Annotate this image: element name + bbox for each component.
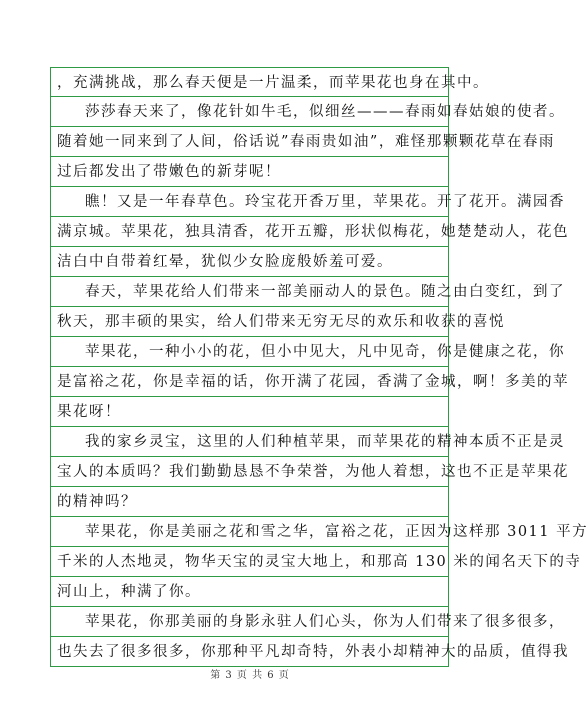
text-line: 随着她一同来到了人间，俗话说”春雨贵如油”，难怪那颗颗花草在春雨	[51, 127, 448, 157]
text-line: 是富裕之花，你是幸福的话，你开满了花园，香满了金城，啊！多美的苹	[51, 367, 448, 397]
text-line: 洁白中自带着红晕，犹似少女脸庞般娇羞可爱。	[51, 247, 448, 277]
text-line: 千米的人杰地灵，物华天宝的灵宝大地上，和那高 130 米的闻名天下的寺	[51, 547, 448, 577]
text-line: 河山上，种满了你。	[51, 577, 448, 607]
text-line: 莎莎春天来了，像花针如牛毛，似细丝———春雨如春姑娘的使者。	[51, 97, 448, 127]
text-line: 我的家乡灵宝，这里的人们种植苹果，而苹果花的精神本质不正是灵	[51, 427, 448, 457]
text-line: 满京城。苹果花，独具清香，花开五瓣，形状似梅花，她楚楚动人，花色	[51, 217, 448, 247]
text-line: 宝人的本质吗？我们勤勤恳恳不争荣誉，为他人着想，这也不正是苹果花	[51, 457, 448, 487]
text-line: 苹果花，你是美丽之花和雪之华，富裕之花，正因为这样那 3011 平方	[51, 517, 448, 547]
text-line: 秋天，那丰硕的果实，给人们带来无穷无尽的欢乐和收获的喜悦	[51, 307, 448, 337]
text-line: 也失去了很多很多，你那种平凡却奇特，外表小却精神大的品质，值得我	[51, 637, 448, 667]
text-line: 果花呀！	[51, 397, 448, 427]
text-line: 苹果花，一种小小的花，但小中见大，凡中见奇，你是健康之花，你	[51, 337, 448, 367]
page-footer: 第 3 页 共 6 页	[210, 670, 290, 681]
lined-writing-sheet	[50, 67, 588, 667]
text-line: 春天，苹果花给人们带来一部美丽动人的景色。随之由白变红，到了	[51, 277, 448, 307]
text-line: ，充满挑战，那么春天便是一片温柔，而苹果花也身在其中。	[51, 67, 448, 97]
text-line: 瞧！又是一年春草色。玲宝花开香万里，苹果花。开了花开。满园香	[51, 187, 448, 217]
text-line: 苹果花，你那美丽的身影永驻人们心头，你为人们带来了很多很多，	[51, 607, 448, 637]
text-line: 过后都发出了带嫩色的新芽呢！	[51, 157, 448, 187]
text-line: 的精神吗？	[51, 487, 448, 517]
